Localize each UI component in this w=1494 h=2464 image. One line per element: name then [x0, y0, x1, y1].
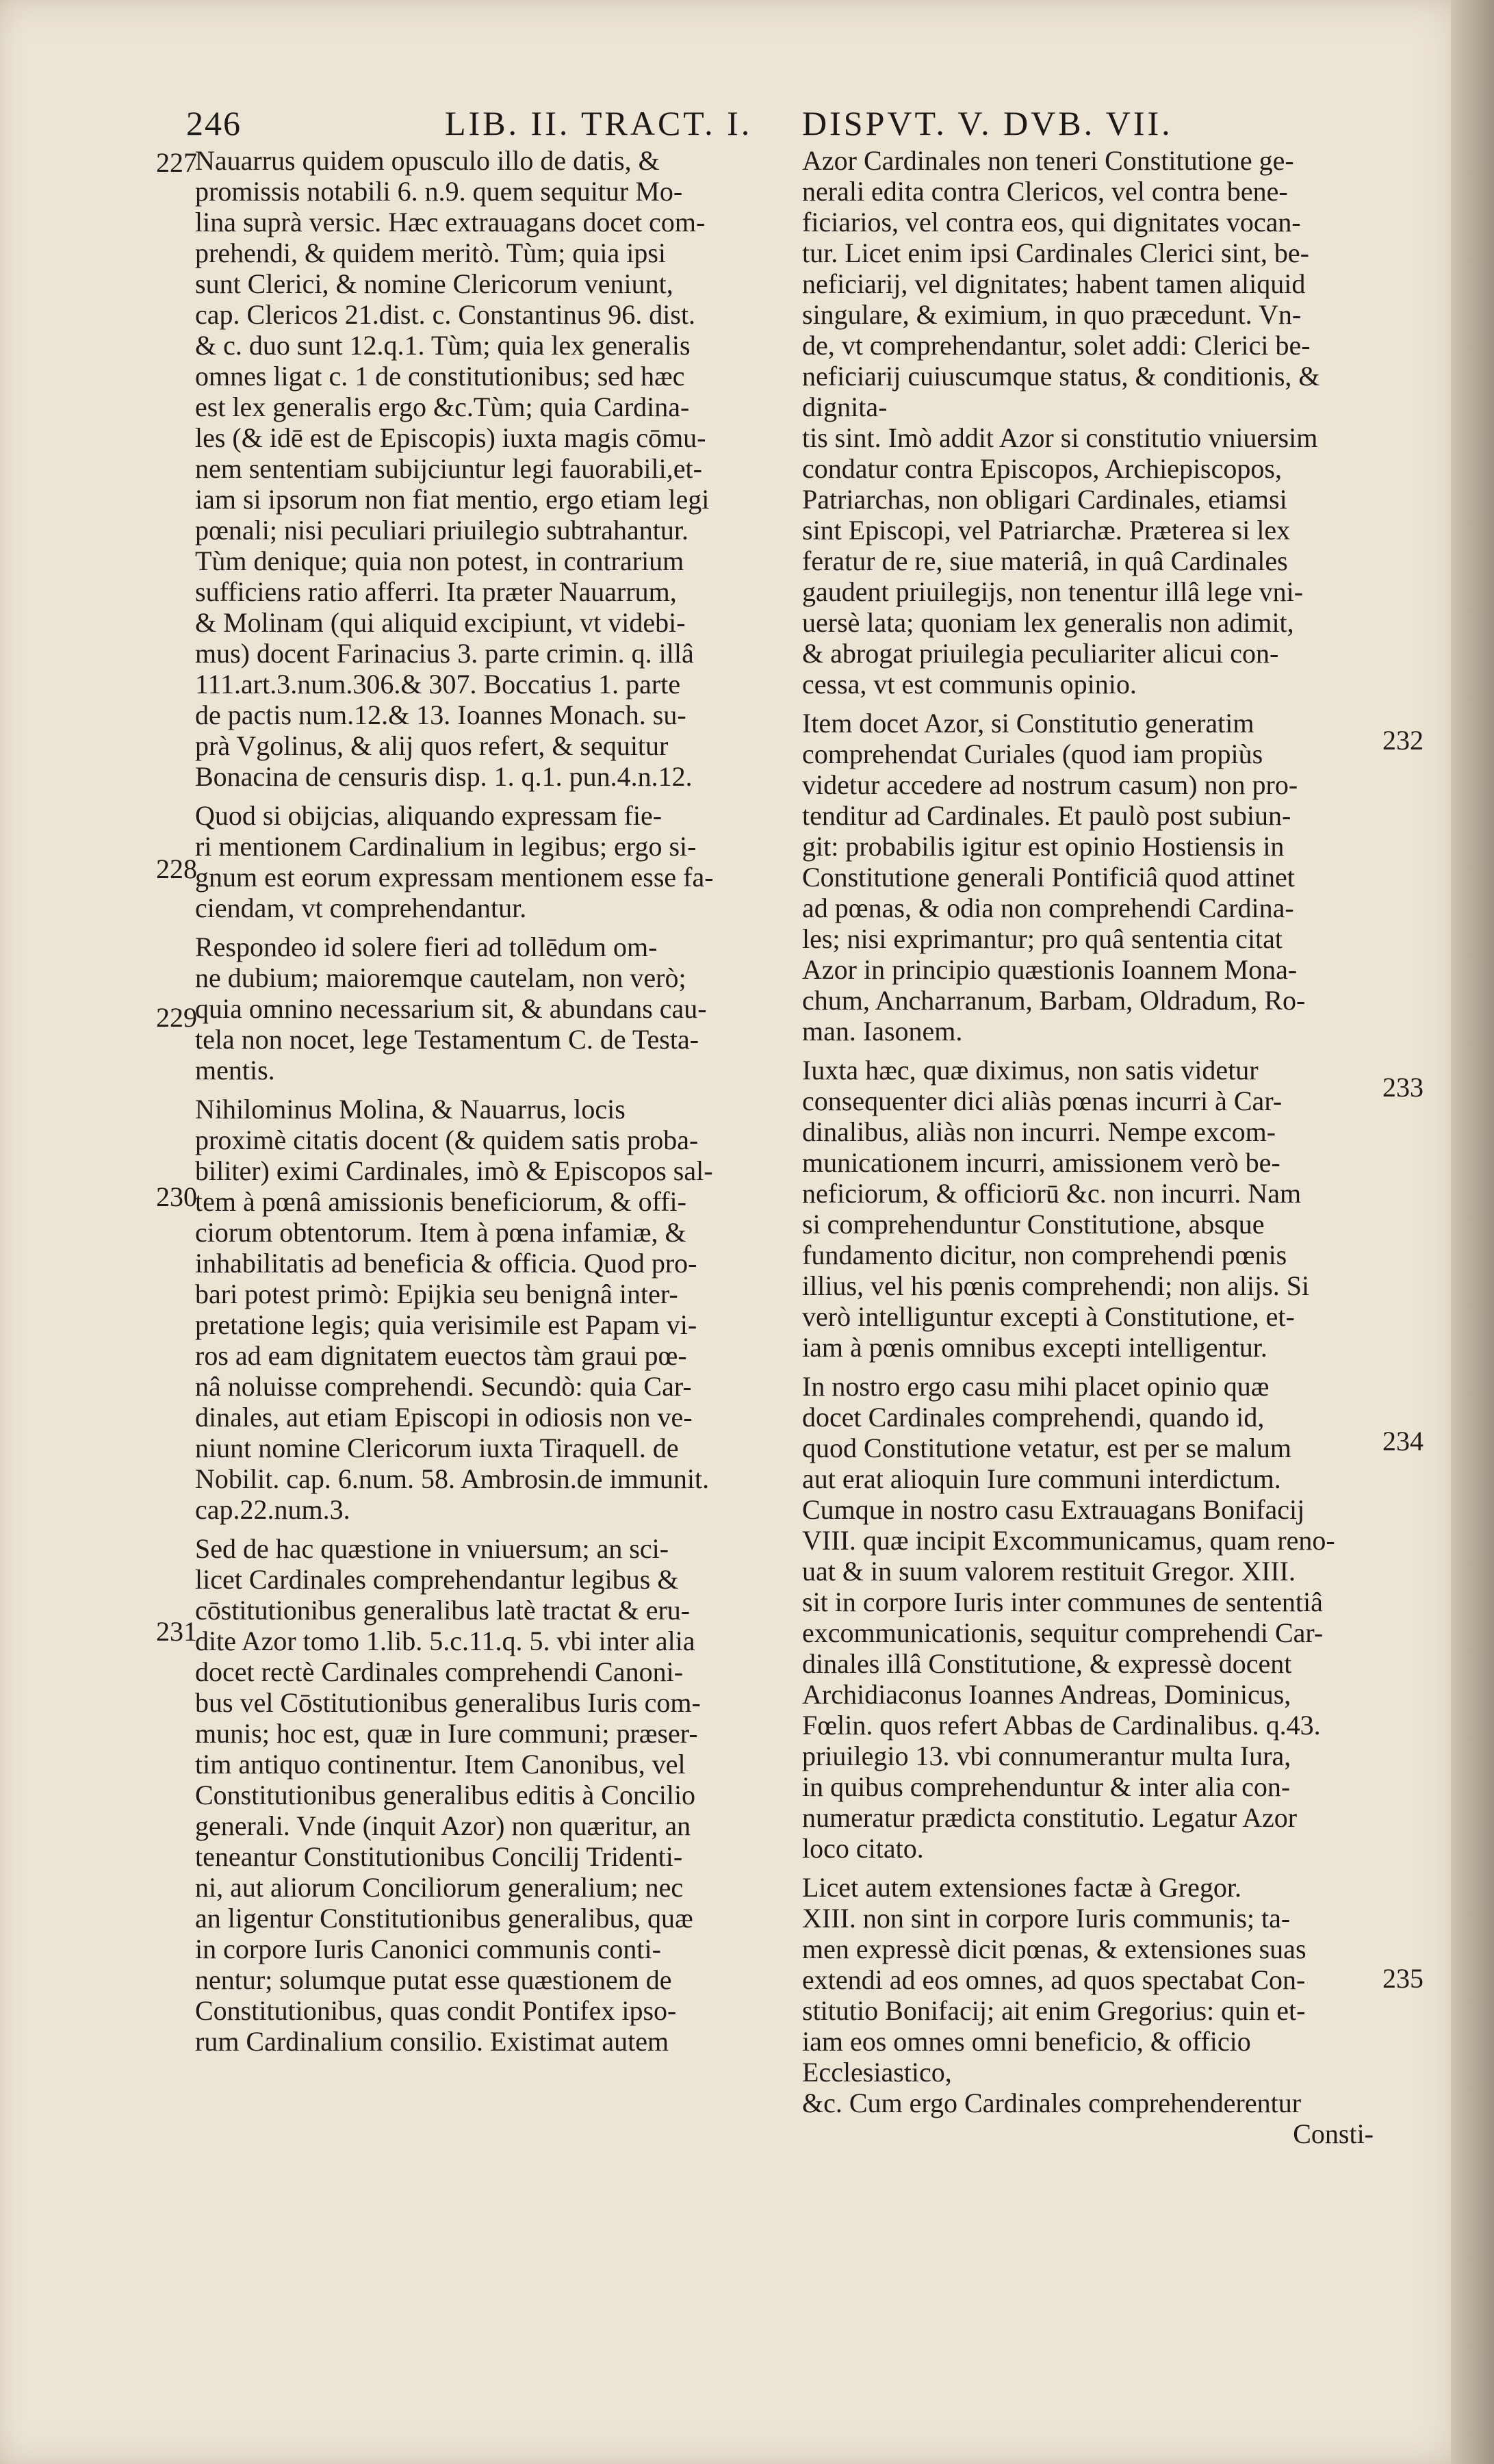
paragraph-227: Nauarrus quidem opusculo illo de datis, & promissis notabili 6. n.9. quem sequitur Mo- lina suprà versic. Hæc extrauagans docet com- prehendi, & quidem meritò. Tùm; quia ipsi sunt Clerici, & nomine Clericorum veniunt, cap. Clericos 21.dist. c. Constantinus 96. dist. & c. duo sunt 12.q.1. Tùm; quia lex generalis omnes ligat c. 1 de constitutionibus; sed hæc est lex generalis ergo &c.Tùm; quia Cardina- les (& idē est de Episcopis) iuxta magis cōmu- nem sententiam subijciuntur legi fauorabili,et- iam si ipsorum non fiat mentio, ergo etiam legi pœnali; nisi peculiari priuilegio subtrahantur. Tùm denique; quia non potest, in contrarium sufficiens ratio afferri. Ita præter Nauarrum, & Molinam (qui aliquid excipiunt, vt videbi- mus) docent Farinacius 3. parte crimin. q. illâ 111.art.3.num.306.& 307. Boccatius 1. parte de pactis num.12.& 13. Ioannes Monach. su- prà Vgolinus, & alij quos refert, & sequitur Bonacina de censuris disp. 1. q.1. pun.4.n.12. [195, 145, 710, 792]
paragraph-231: Sed de hac quæstione in vniuersum; an sci- licet Cardinales comprehendantur legibus & cōstitutionibus generalibus latè tractat & eru- dite Azor tomo 1.lib. 5.c.11.q. 5. vbi inter alia docet rectè Cardinales comprehendi Canoni- bus vel Cōstitutionibus generalibus Iuris com- munis; hoc est, quæ in Iure communi; præser- tim antiquo continentur. Item Canonibus, vel Constitutionibus generalibus editis à Concilio generali. Vnde (inquit Azor) non quæritur, an teneantur Constitutionibus Concilij Tridenti- ni, aut aliorum Conciliorum generalium; nec an ligentur Constitutionibus generalibus, quæ in corpore Iuris Canonici communis conti- nentur; solumque putat esse quæstionem de Constitutionibus, quas condit Pontifex ipso- rum Cardinalium consilio. Existimat autem [195, 1533, 701, 2057]
paragraph-235: Licet autem extensiones factæ à Gregor. XIII. non sint in corpore Iuris communis; ta- men expressè dicit pœnas, & extensiones suas extendi ad eos omnes, ad quos spectabat Con- stitutio Bonifacij; ait enim Gregorius: quin et- iam eos omnes omni beneficio, & officio Ecclesiastico, &c. Cum ergo Cardinales comprehenderentur [802, 1872, 1306, 2118]
margin-number-231: 231 [156, 1616, 197, 1647]
margin-number-227: 227 [156, 147, 197, 178]
margin-number-235: 235 [1382, 1963, 1424, 1994]
margin-number-233: 233 [1382, 1072, 1424, 1103]
paragraph-229: Respondeo id solere fieri ad tollēdum om- ne dubium; maioremque cautelam, non verò; quia omnino necessarium sit, & abundans cau- tela non nocet, lege Testamentum C. de Testa- mentis. [195, 932, 707, 1086]
running-head-left: LIB. II. TRACT. I. [445, 104, 753, 142]
paragraph-233: Iuxta hæc, quæ diximus, non satis videtur consequenter dici aliàs pœnas incurri à Car- dinalibus, aliàs non incurri. Nempe excom- municationem incurri, amissionem verò be- neficiorum, & officiorū &c. non incurri. Nam si comprehenduntur Constitutione, absque fundamento dicitur, non comprehendi pœnis illius, vel his pœnis comprehendi; non alijs. Si verò intelliguntur excepti à Constitutione, et- iam à pœnis omnibus excepti intelligentur. [802, 1055, 1310, 1363]
page-number: 246 [186, 104, 242, 142]
paragraph-230: Nihilominus Molina, & Nauarrus, locis proximè citatis docent (& quidem satis proba- biliter) eximi Cardinales, imò & Episcopos sal- tem à pœnâ amissionis beneficiorum, & offi- ciorum obtentorum. Item à pœna infamiæ, & inhabilitatis ad beneficia & officia. Quod pro- bari potest primò: Epijkia seu benignâ inter- pretatione legis; quia verisimile est Papam vi- ros ad eam dignitatem euectos tàm graui pœ- nâ noluisse comprehendi. Secundò: quia Car- dinales, aut etiam Episcopi in odiosis non ve- niunt nomine Clericorum iuxta Tiraquell. de Nobilit. cap. 6.num. 58. Ambrosin.de immunit. cap.22.num.3. [195, 1094, 713, 1525]
running-head-right: DISPVT. V. DVB. VII. [802, 104, 1173, 142]
right-column [802, 145, 1374, 2149]
margin-number-234: 234 [1382, 1426, 1424, 1456]
paragraph-234: In nostro ergo casu mihi placet opinio quæ docet Cardinales comprehendi, quando id, quod Constitutione vetatur, est per se malum aut erat alioquin Iure communi interdictum. Cumque in nostro casu Extrauagans Bonifacij VIII. quæ incipit Excommunicamus, quam reno- uat & in suum valorem restituit Gregor. XIII. sit in corpore Iuris inter communes de sententiâ excommunicationis, sequitur comprehendi Car- dinales illâ Constitutione, & expressè docent Archidiaconus Ioannes Andreas, Dominicus, Fœlin. quos refert Abbas de Cardinalibus. q.43. priuilegio 13. vbi connumerantur multa Iura, in quibus comprehenduntur & inter alia con- numeratur prædicta constitutio. Legatur Azor loco citato. [802, 1371, 1335, 1864]
left-column [195, 145, 784, 2057]
margin-number-229: 229 [156, 1002, 197, 1033]
paragraph-232: Item docet Azor, si Constitutio generatim comprehendat Curiales (quod iam propiùs videtur accedere ad nostrum casum) non pro- tenditur ad Cardinales. Et paulò post subiun- git: probabilis igitur est opinio Hostiensis in Constitutione generali Pontificiâ quod attinet ad pœnas, & odia non comprehendi Cardina- les; nisi exprimantur; pro quâ sententia citat Azor in principio quæstionis Ioannem Mona- chum, Ancharranum, Barbam, Oldradum, Ro- man. Iasonem. [802, 708, 1306, 1047]
page-edge-shadow [1451, 0, 1494, 2464]
margin-number-228: 228 [156, 854, 197, 884]
margin-number-230: 230 [156, 1181, 197, 1212]
catchword: Consti- [1293, 2118, 1374, 2149]
paragraph-228: Quod si obijcias, aliquando expressam fie- ri mentionem Cardinalium in legibus; ergo si- gnum est eorum expressam mentionem esse fa- ciendam, vt comprehendantur. [195, 800, 714, 923]
margin-number-232: 232 [1382, 725, 1424, 756]
paragraph-231-continued: Azor Cardinales non teneri Constitutione ge- nerali edita contra Clericos, vel contra bene- ficiarios, vel contra eos, qui dignitates vocan- tur. Licet enim ipsi Cardinales Clerici sint, be- neficiarij, vel dignitates; habent tamen aliquid singulare, & eximium, in quo præcedunt. Vn- de, vt comprehendantur, solet addi: Clerici be- neficiarij cuiuscumque status, & conditionis, & dignita- tis sint. Imò addit Azor si constitutio vniuersim condatur contra Episcopos, Archiepiscopos, Patriarchas, non obligari Cardinales, etiamsi sint Episcopi, vel Patriarchæ. Præterea si lex feratur de re, siue materiâ, in quâ Cardinales gaudent priuilegijs, non tenentur illâ lege vni- uersè lata; quoniam lex generalis non adimit, & abrogat priuilegia peculiariter alicui con- cessa, vt est communis opinio. [802, 145, 1320, 700]
